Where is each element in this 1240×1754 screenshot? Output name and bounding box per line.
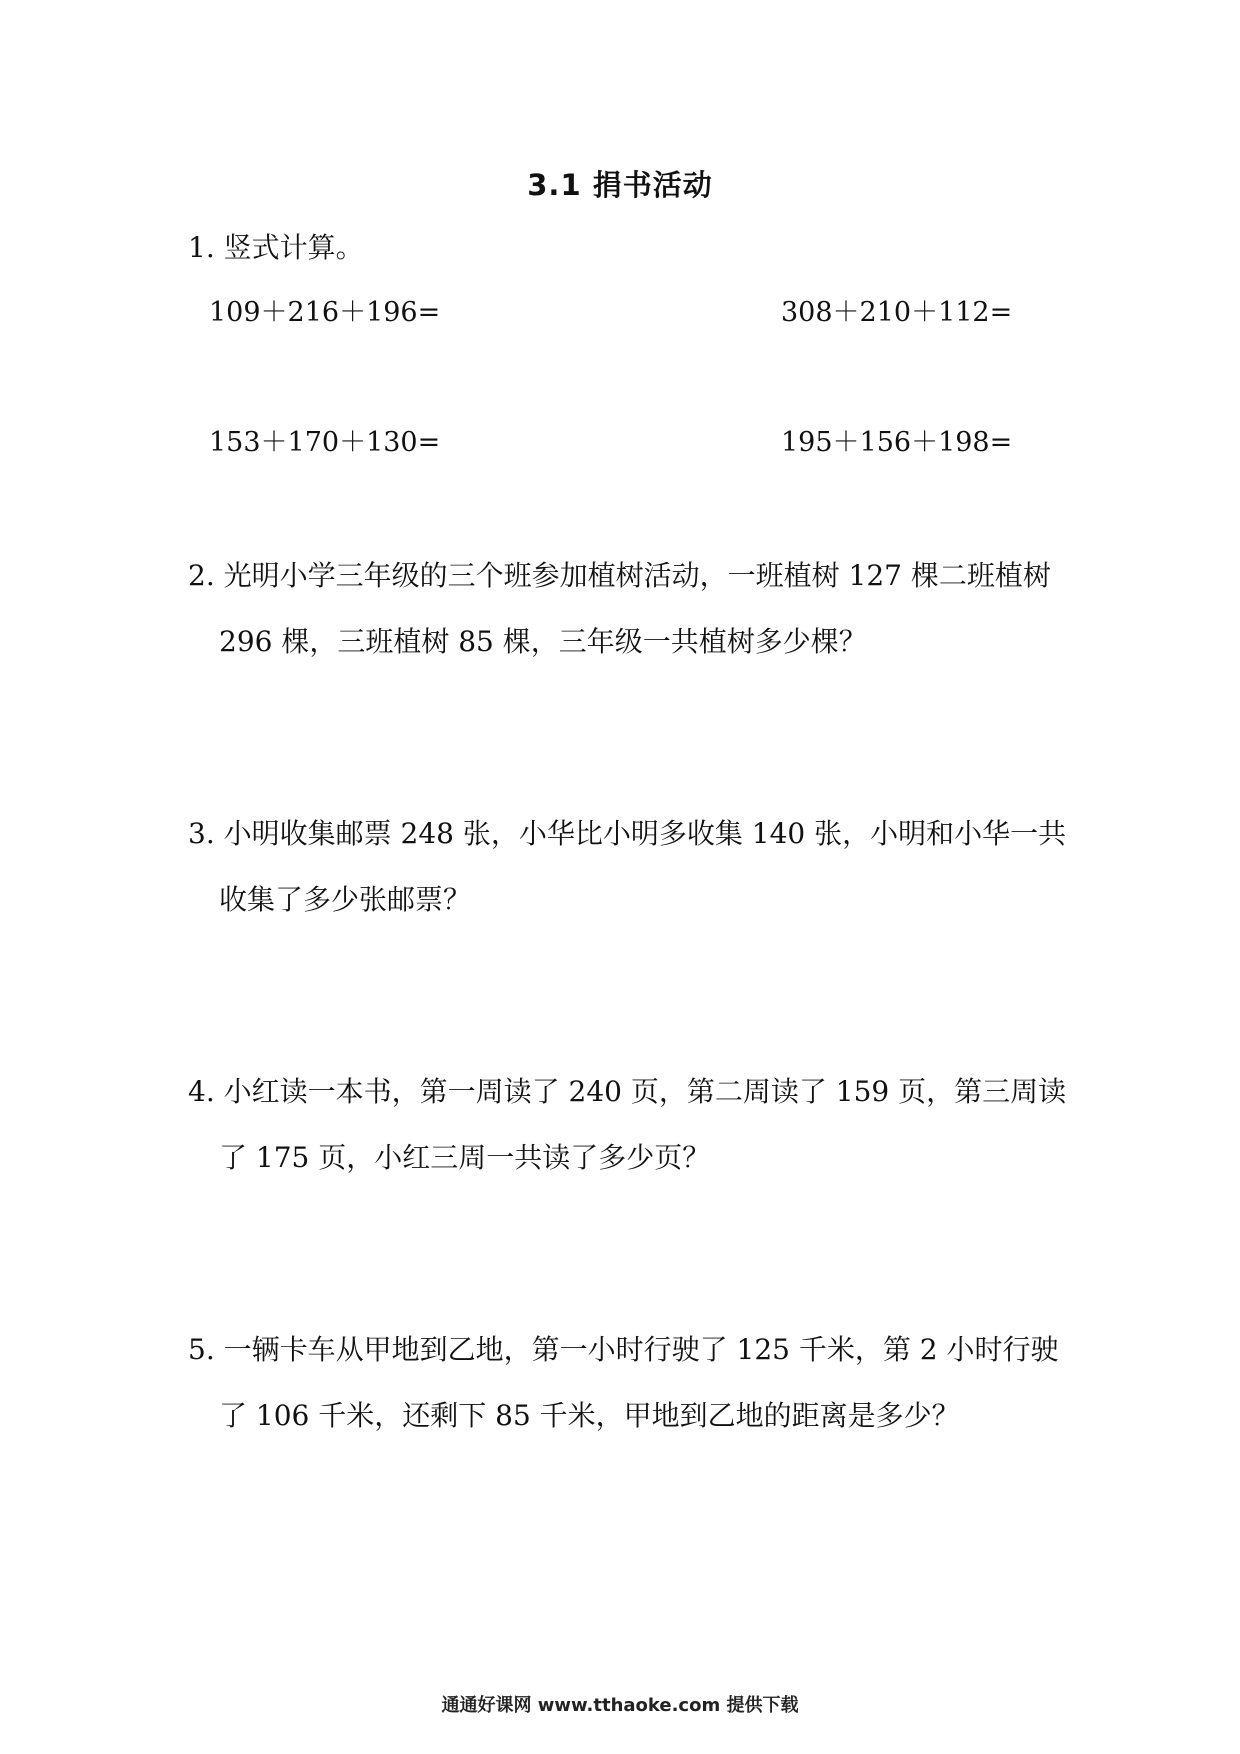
footer-source: 通通好课网 www.tthaoke.com 提供下载 xyxy=(441,1695,799,1716)
expression-4: 195＋156＋198= xyxy=(781,427,1013,458)
question-5-line-2: 了 106 千米，还剩下 85 千米，甲地到乙地的距离是多少？ xyxy=(219,1399,960,1432)
page-title: 3.1 捐书活动 xyxy=(527,168,713,202)
question-3-line-1: 3. 小明收集邮票 248 张，小华比小明多收集 140 张，小明和小华一共 xyxy=(188,817,1067,850)
expression-3: 153＋170＋130= xyxy=(209,427,441,458)
question-3-line-2: 收集了多少张邮票？ xyxy=(219,883,472,916)
question-2-line-1: 2. 光明小学三年级的三个班参加植树活动，一班植树 127 棵二班植树 xyxy=(188,559,1051,592)
question-5-line-1: 5. 一辆卡车从甲地到乙地，第一小时行驶了 125 千米，第 2 小时行驶 xyxy=(188,1333,1059,1366)
question-1-heading: 1. 竖式计算。 xyxy=(188,231,364,264)
question-4-line-1: 4. 小红读一本书，第一周读了 240 页，第二周读了 159 页，第三周读 xyxy=(188,1075,1067,1108)
expression-1: 109＋216＋196= xyxy=(209,297,441,328)
question-4-line-2: 了 175 页，小红三周一共读了多少页？ xyxy=(219,1141,711,1174)
expression-2: 308＋210＋112= xyxy=(781,297,1013,328)
question-2-line-2: 296 棵，三班植树 85 棵，三年级一共植树多少棵？ xyxy=(219,625,867,658)
